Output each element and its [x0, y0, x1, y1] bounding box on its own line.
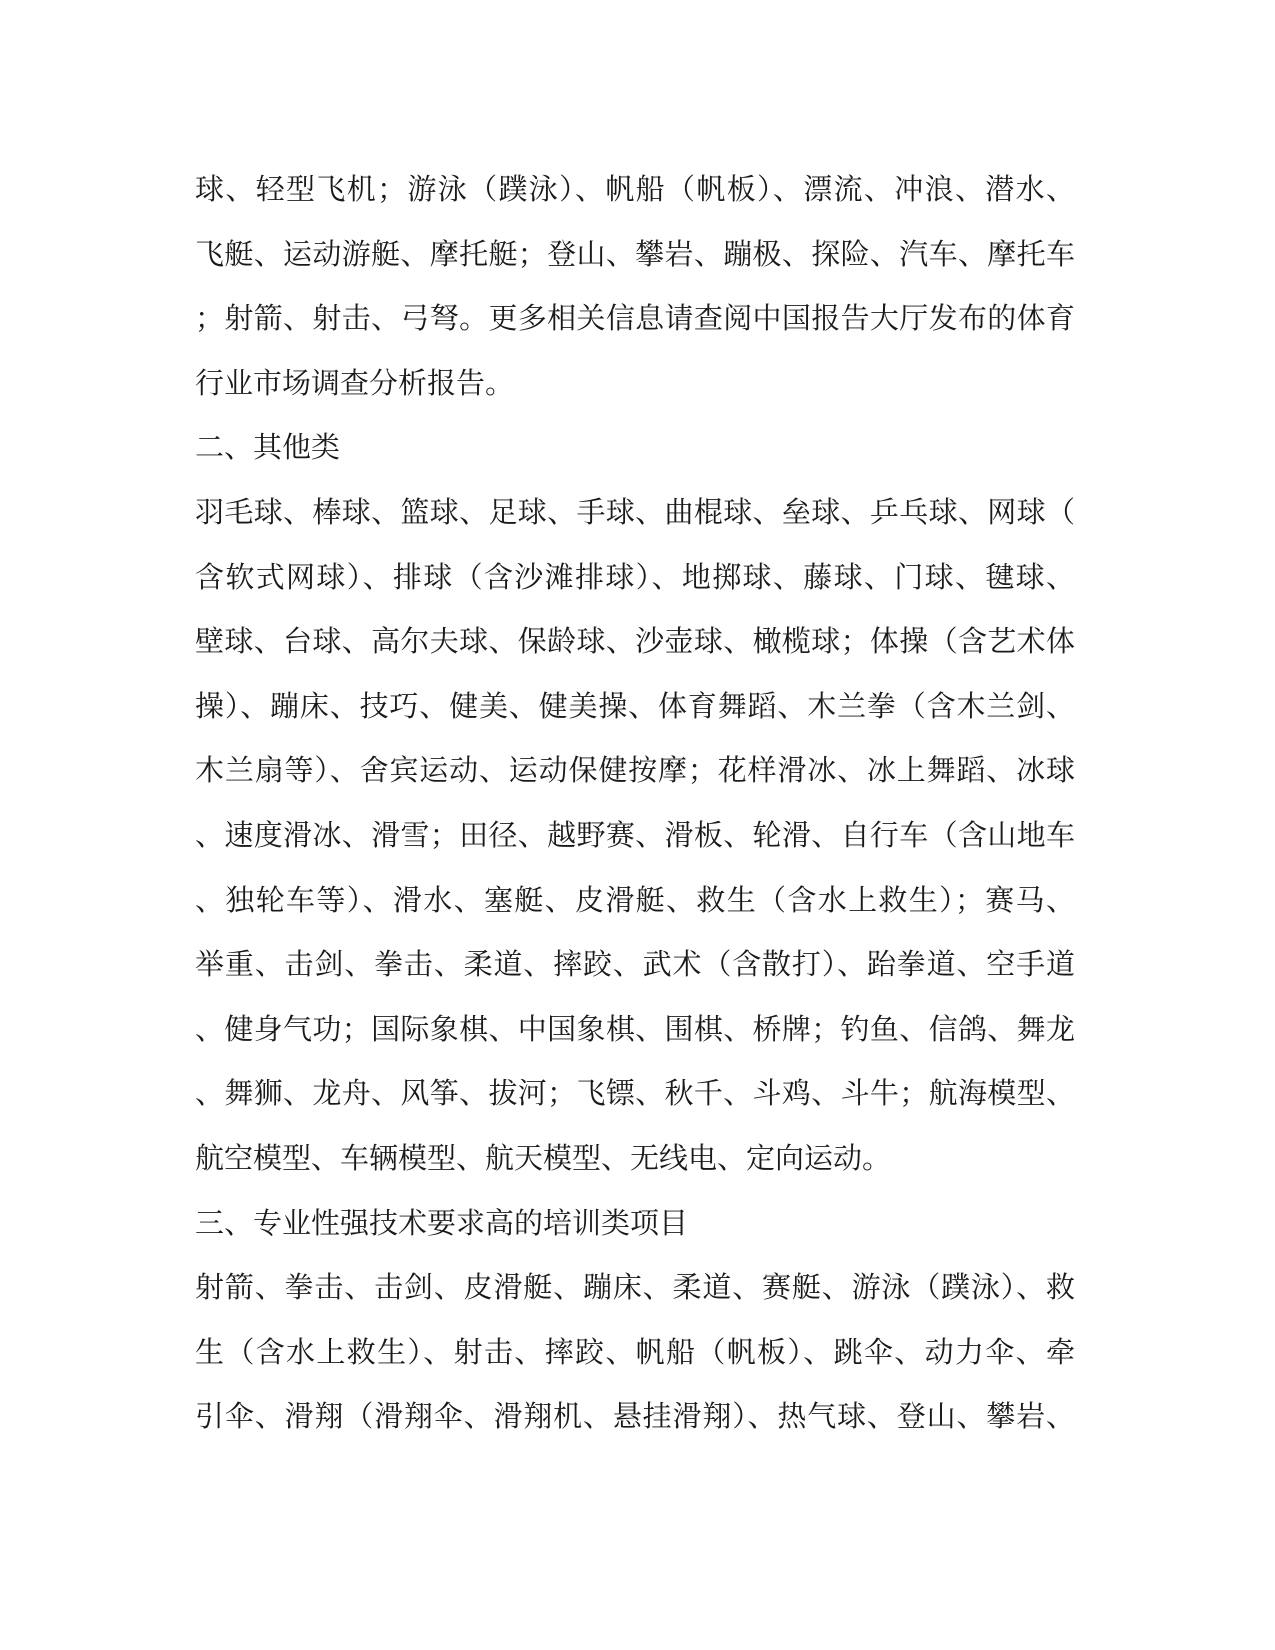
text-line: 含软式网球）、排球（含沙滩排球）、地掷球、藤球、门球、毽球、	[195, 559, 1075, 594]
text-line: 羽毛球、棒球、篮球、足球、手球、曲棍球、垒球、乒乓球、网球（	[195, 494, 1075, 529]
text-line: 引伞、滑翔（滑翔伞、滑翔机、悬挂滑翔）、热气球、登山、攀岩、	[195, 1399, 1075, 1434]
text-line: 、健身气功；国际象棋、中国象棋、围棋、桥牌；钓鱼、信鸽、舞龙	[195, 1011, 1075, 1046]
document-body	[195, 157, 1075, 1449]
text-line: 行业市场调查分析报告。	[195, 365, 515, 400]
section-heading: 三、专业性强技术要求高的培训类项目	[195, 1205, 689, 1240]
text-line: 壁球、台球、高尔夫球、保龄球、沙壶球、橄榄球；体操（含艺术体	[195, 624, 1075, 659]
text-line: 球、轻型飞机；游泳（蹼泳）、帆船（帆板）、漂流、冲浪、潜水、	[195, 172, 1075, 206]
section-heading: 二、其他类	[195, 430, 341, 465]
text-line: 飞艇、运动游艇、摩托艇；登山、攀岩、蹦极、探险、汽车、摩托车	[195, 236, 1075, 271]
text-line: 航空模型、车辆模型、航天模型、无线电、定向运动。	[195, 1140, 892, 1175]
text-line: ；射箭、射击、弓弩。更多相关信息请查阅中国报告大厅发布的体育	[195, 301, 1075, 336]
text-line: 操）、蹦床、技巧、健美、健美操、体育舞蹈、木兰拳（含木兰剑、	[195, 688, 1075, 723]
text-line: 、独轮车等）、滑水、塞艇、皮滑艇、救生（含水上救生）；赛马、	[195, 882, 1075, 917]
text-line: 举重、击剑、拳击、柔道、摔跤、武术（含散打）、跆拳道、空手道	[195, 947, 1075, 982]
text-line: 木兰扇等）、舍宾运动、运动保健按摩；花样滑冰、冰上舞蹈、冰球	[195, 753, 1075, 788]
text-line: 生（含水上救生）、射击、摔跤、帆船（帆板）、跳伞、动力伞、牵	[195, 1334, 1075, 1369]
text-line: 射箭、拳击、击剑、皮滑艇、蹦床、柔道、赛艇、游泳（蹼泳）、救	[195, 1270, 1075, 1305]
text-line: 、舞狮、龙舟、风筝、拔河；飞镖、秋千、斗鸡、斗牛；航海模型、	[195, 1076, 1075, 1111]
text-line: 、速度滑冰、滑雪；田径、越野赛、滑板、轮滑、自行车（含山地车	[195, 817, 1075, 852]
